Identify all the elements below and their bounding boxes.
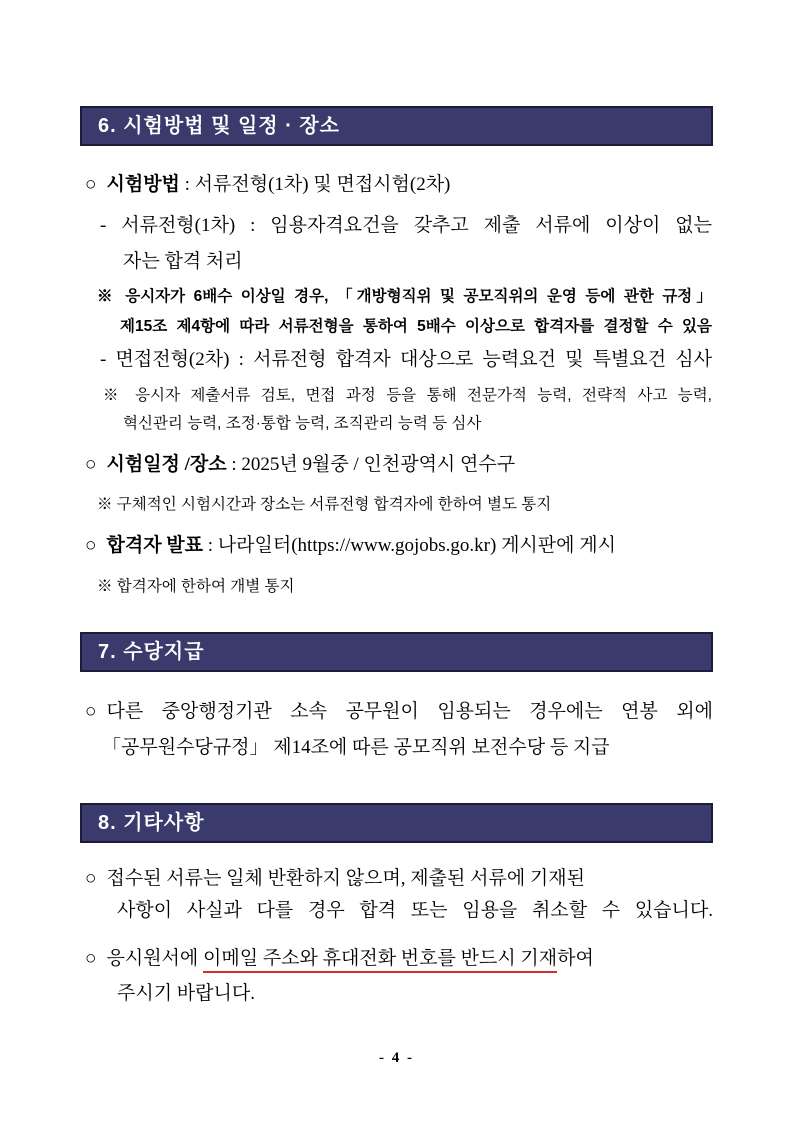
section-6-title: 6. 시험방법 및 일정 · 장소 bbox=[98, 115, 341, 137]
section-7-header bbox=[80, 632, 713, 672]
result-announcement-line bbox=[85, 533, 713, 559]
exam-schedule-value: : 2025년 9월중 / 인천광역시 연수구 bbox=[226, 454, 516, 475]
email-phone-required-underlined-text: 이메일 주소와 휴대전화 번호를 반드시 기재 bbox=[203, 948, 557, 973]
page-number: - 4 - bbox=[379, 1050, 414, 1066]
allowance-text-1: 다른 중앙행정기관 소속 공무원이 임용되는 경우에는 연봉 외에 bbox=[106, 701, 713, 722]
section-7-title: 7. 수당지급 bbox=[98, 641, 205, 663]
circle-bullet-icon: ○ bbox=[85, 535, 97, 556]
schedule-note: ※ 구체적인 시험시간과 장소는 서류전형 합격자에 한하여 별도 통지 bbox=[97, 496, 552, 513]
interview-screening-line: - 면접전형(2차) : 서류전형 합격자 대상으로 능력요건 및 특별요건 심사 bbox=[100, 349, 712, 370]
etc-item2-line-1 bbox=[85, 946, 713, 972]
circle-bullet-icon: ○ bbox=[85, 948, 97, 969]
interview-note-line-2: 혁신관리 능력, 조정·통합 능력, 조직관리 능력 등 심사 bbox=[123, 415, 482, 432]
etc-item1-line-1 bbox=[85, 866, 713, 892]
screening-note-line-2: 제15조 제4항에 따라 서류전형을 통하여 5배수 이상으로 합격자를 결정할 수 있음 bbox=[120, 318, 712, 335]
section-8-title: 8. 기타사항 bbox=[98, 812, 205, 834]
result-note: ※ 합격자에 한하여 개별 통지 bbox=[97, 578, 295, 595]
exam-method-label: 시험방법 bbox=[106, 174, 180, 195]
result-announcement-value: : 나라일터(https://www.gojobs.go.kr) 게시판에 게시 bbox=[203, 535, 616, 556]
allowance-line-1 bbox=[85, 699, 713, 725]
circle-bullet-icon: ○ bbox=[85, 454, 97, 475]
etc-item1-line-2: 사항이 사실과 다를 경우 합격 또는 임용을 취소할 수 있습니다. bbox=[117, 900, 713, 921]
interview-note-line-1: ※ 응시자 제출서류 검토, 면접 과정 등을 통해 전문가적 능력, 전략적 사고 능력, bbox=[103, 387, 712, 404]
section-6-header bbox=[80, 106, 713, 146]
exam-schedule-line bbox=[85, 452, 713, 478]
exam-method-value: : 서류전형(1차) 및 면접시험(2차) bbox=[179, 174, 451, 195]
doc-screening-line-1: - 서류전형(1차) : 임용자격요건을 갖추고 제출 서류에 이상이 없는 bbox=[100, 215, 712, 236]
doc-screening-line-2: 자는 합격 처리 bbox=[123, 251, 243, 272]
result-announcement-label: 합격자 발표 bbox=[106, 535, 204, 556]
screening-note-line-1: ※ 응시자가 6배수 이상일 경우, 「개방형직위 및 공모직위의 운영 등에 관한 규정」 bbox=[97, 288, 712, 305]
exam-schedule-label: 시험일정 /장소 bbox=[106, 454, 227, 475]
allowance-line-2: 「공무원수당규정」 제14조에 따른 공모직위 보전수당 등 지급 bbox=[102, 737, 610, 758]
etc-item2-prefix: 응시원서에 bbox=[106, 948, 204, 969]
circle-bullet-icon: ○ bbox=[85, 868, 97, 889]
circle-bullet-icon: ○ bbox=[85, 174, 97, 195]
etc-item1-text-1: 접수된 서류는 일체 반환하지 않으며, 제출된 서류에 기재된 bbox=[106, 868, 585, 889]
section-8-header bbox=[80, 803, 713, 843]
circle-bullet-icon: ○ bbox=[85, 701, 97, 722]
etc-item2-line-2: 주시기 바랍니다. bbox=[117, 983, 255, 1004]
etc-item2-suffix: 하여 bbox=[557, 948, 594, 969]
exam-method-line bbox=[85, 172, 713, 198]
